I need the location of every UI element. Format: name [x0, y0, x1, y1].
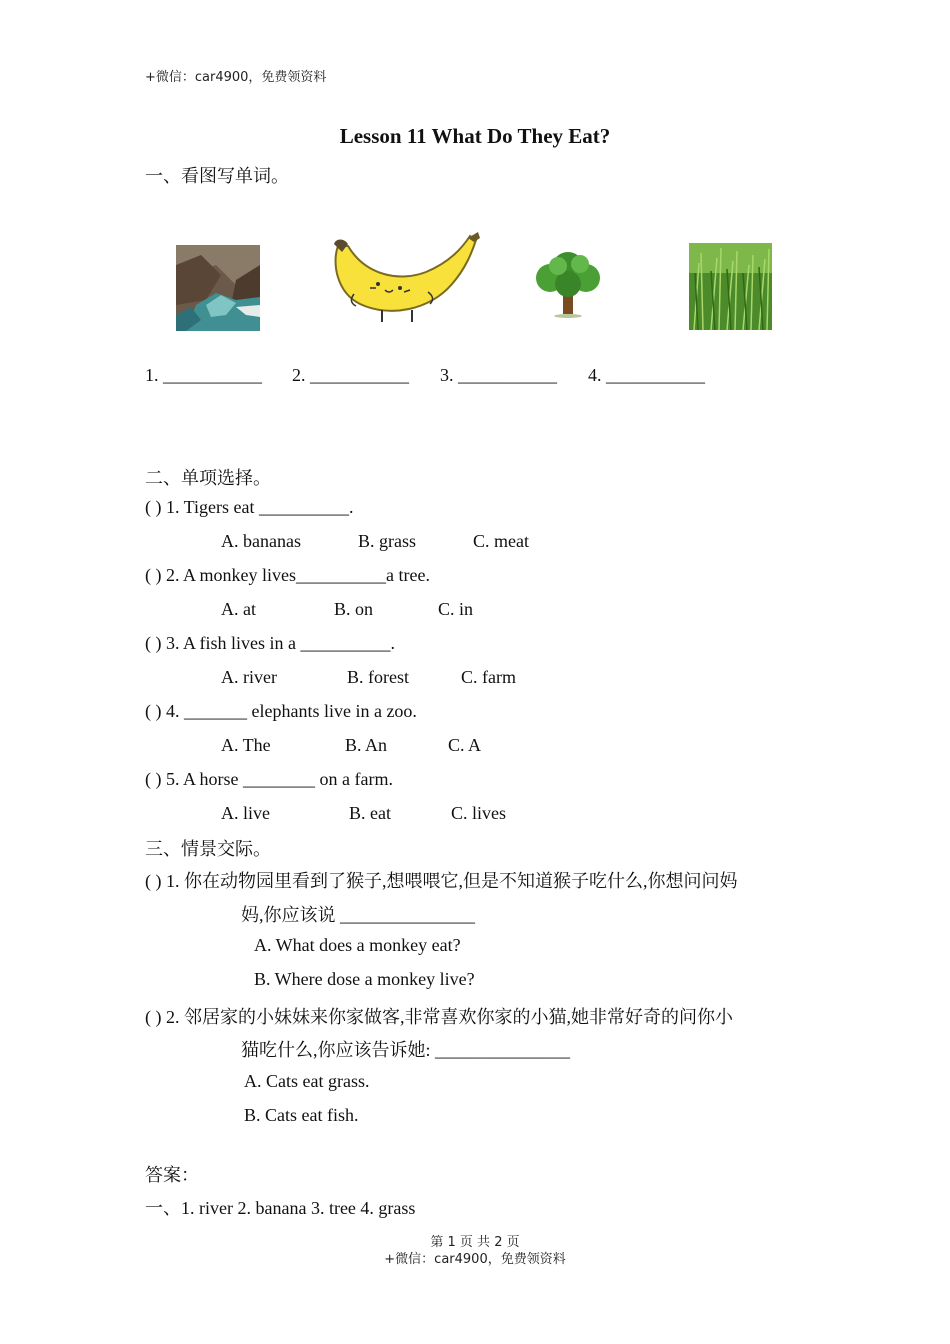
blank-3[interactable]: 3. ___________ [440, 365, 557, 385]
section2-heading: 二、单项选择。 [145, 468, 271, 488]
blank-1[interactable]: 1. ___________ [145, 365, 262, 385]
river-image [176, 245, 260, 331]
grass-image [689, 243, 772, 330]
question-stem: ( ) 1. Tigers eat __________. [145, 497, 354, 517]
blank-4[interactable]: 4. ___________ [588, 365, 705, 385]
question-stem: ( ) 5. A horse ________ on a farm. [145, 769, 393, 789]
option-a[interactable]: A. bananas [221, 531, 301, 551]
banana-image [330, 232, 480, 324]
scenario-question-line: ( ) 1. 你在动物园里看到了猴子,想喂喂它,但是不知道猴子吃什么,你想问问妈 [145, 871, 738, 891]
tree-picture [528, 248, 608, 318]
scenario-question-line: 猫吃什么,你应该告诉她: _______________ [241, 1040, 570, 1060]
scenario-question-line: 妈,你应该说 _______________ [241, 905, 475, 925]
option-a[interactable]: A. What does a monkey eat? [254, 935, 461, 955]
option-b[interactable]: B. eat [349, 803, 391, 823]
answers-heading: 答案： [145, 1165, 199, 1185]
scenario-question-line: ( ) 2. 邻居家的小妹妹来你家做客,非常喜欢你家的小猫,她非常好奇的问你小 [145, 1007, 733, 1027]
option-c[interactable]: C. farm [461, 667, 516, 687]
option-b[interactable]: B. grass [358, 531, 416, 551]
question-stem: ( ) 2. A monkey lives__________a tree. [145, 565, 430, 585]
option-c[interactable]: C. lives [451, 803, 507, 823]
blank-2[interactable]: 2. ___________ [292, 365, 409, 385]
option-b[interactable]: B. forest [347, 667, 409, 687]
page-number: 第 1 页 共 2 页 [430, 1235, 520, 1250]
option-a[interactable]: A. live [221, 803, 270, 823]
option-a[interactable]: A. at [221, 599, 256, 619]
question-stem: ( ) 4. _______ elephants live in a zoo. [145, 701, 417, 721]
page-title: Lesson 11 What Do They Eat? [339, 124, 611, 148]
section1-heading: 一、看图写单词。 [145, 166, 289, 186]
option-c[interactable]: C. meat [473, 531, 529, 551]
option-b[interactable]: B. on [334, 599, 374, 619]
footer-note: +微信：car4900，免费领资料 [384, 1252, 566, 1267]
header-note: +微信：car4900，免费领资料 [145, 70, 327, 85]
option-b[interactable]: B. An [345, 735, 388, 755]
option-a[interactable]: A. Cats eat grass. [244, 1071, 370, 1091]
option-a[interactable]: A. river [221, 667, 277, 687]
grass-picture [689, 243, 772, 330]
option-c[interactable]: C. A [448, 735, 482, 755]
section3-heading: 三、情景交际。 [145, 839, 271, 859]
answers-line: 一、1. river 2. banana 3. tree 4. grass [145, 1198, 416, 1218]
option-b[interactable]: B. Cats eat fish. [244, 1105, 359, 1125]
banana-picture [330, 232, 480, 324]
tree-image [528, 248, 608, 318]
river-picture [176, 245, 260, 331]
option-c[interactable]: C. in [438, 599, 474, 619]
option-b[interactable]: B. Where dose a monkey live? [254, 969, 475, 989]
option-a[interactable]: A. The [221, 735, 271, 755]
question-stem: ( ) 3. A fish lives in a __________. [145, 633, 395, 653]
